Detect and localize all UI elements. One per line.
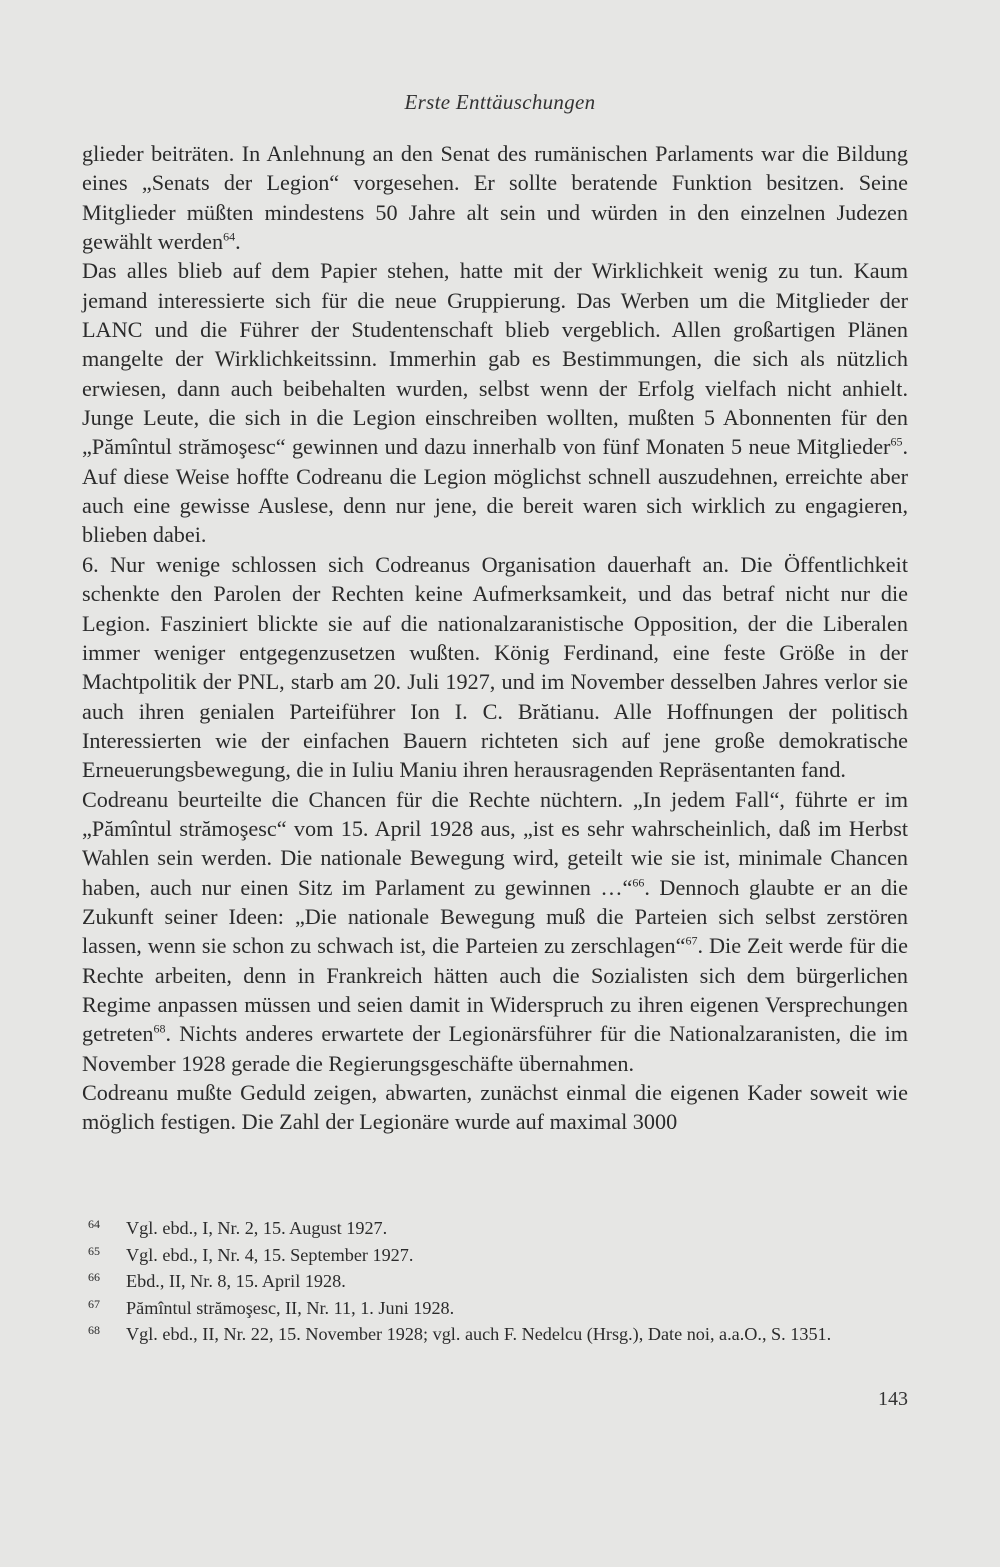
footnote-number: 65 <box>88 1243 100 1258</box>
running-head: Erste Enttäuschungen <box>404 90 596 114</box>
paragraph-text: . Dennoch glaubte er an die Zukunft seiner Ideen: „Die nationale Bewegung muß die Parteien sich selbst zerstören lassen, wenn sie schon zu schwach ist, die Parteien zu zerschlagen“ <box>82 874 908 959</box>
footnote-number: 66 <box>88 1270 100 1285</box>
footnote-number: 64 <box>88 1217 100 1231</box>
paragraph <box>82 256 908 549</box>
paragraph-text: glieder beiträten. In Anlehnung an den Senat des rumänischen Parlaments war die Bildung eines „Senats der Legion“ vorgesehen. Er sollte beratende Funktion besitzen. Seine Mitglieder müßten mindestens 50 Jahre alt sein und würden in den einzelnen Judezen gewählt werden <box>82 141 908 255</box>
footnote-text: Vgl. ebd., I, Nr. 2, 15. August 1927. <box>126 1218 388 1238</box>
footnote <box>82 1216 908 1243</box>
paragraph-text: . Die Zeit werde für die Rechte arbeiten, denn in Frankreich hätten auch die Sozialisten sich dem bürgerlichen Regime anpassen müssen und seien damit in Widerspruch zu ihren eigenen Versprechungen getreten <box>82 933 908 1047</box>
footnote <box>82 1243 908 1270</box>
footnote-text: Vgl. ebd., II, Nr. 22, 15. November 1928; vgl. auch F. Nedelcu (Hrsg.), Date noi, a.a.O., S. 1351. <box>126 1324 832 1345</box>
paragraph-text: . Auf diese Weise hoffte Codreanu die Legion möglichst schnell auszudehnen, erreichte aber auch eine gewisse Auslese, denn nur jene, die bereit waren sich wirklich zu engagieren, blieben dabei. <box>82 434 908 548</box>
footnotes <box>82 1216 908 1349</box>
footnote <box>82 1296 908 1323</box>
paragraph <box>82 785 908 1078</box>
footnote <box>82 1269 908 1296</box>
footnote-number: 67 <box>88 1296 100 1311</box>
paragraph-text: . Nichts anderes erwartete der Legionärsführer für die Nationalzaranisten, die im November 1928 gerade die Regierungsgeschäfte übernahmen. <box>82 1021 908 1076</box>
paragraph-text: Codreanu mußte Geduld zeigen, abwarten, zunächst einmal die eigenen Kader soweit wie möglich festigen. Die Zahl der Legionäre wurde auf maximal 3000 <box>82 1080 908 1135</box>
body-text <box>82 139 908 1137</box>
footnote-number: 68 <box>88 1323 100 1338</box>
footnote-text: Ebd., II, Nr. 8, 15. April 1928. <box>126 1271 346 1292</box>
footnote <box>82 1322 908 1349</box>
paragraph-text: . <box>235 229 241 255</box>
page-number: 143 <box>878 1388 908 1410</box>
footnote-ref[interactable]: 66 <box>632 875 645 890</box>
paragraph <box>82 1078 908 1137</box>
footnote-text: Vgl. ebd., I, Nr. 4, 15. September 1927. <box>126 1244 414 1265</box>
footnote-ref[interactable]: 65 <box>890 435 903 450</box>
paragraph <box>82 550 908 785</box>
footnote-text: Pămîntul strămoşesc, II, Nr. 11, 1. Juni 1928. <box>126 1297 455 1318</box>
paragraph-text: Codreanu beurteilte die Chancen für die Rechte nüchtern. „In jedem Fall“, führte er im „Pămîntul strămoşesc“ vom 15. April 1928 aus, „ist es sehr wahrscheinlich, daß im Herbst Wahlen sein werden. Die nationale Bewegung wird, geteilt wie sie ist, minimale Chancen haben, auch nur einen Sitz im Parlament zu gewinnen …“ <box>82 786 908 900</box>
footnote-ref[interactable]: 68 <box>153 1021 166 1036</box>
paragraph-text: 6. Nur wenige schlossen sich Codreanus Organisation dauerhaft an. Die Öffentlichkeit schenkte den Parolen der Rechten keine Aufmerksamkeit, und das betraf nicht nur die Legion. Fasziniert blickte sie auf die nationalzaranistische Opposition, der die Liberalen immer weniger entgegenzusetzen wußten. König Ferdinand, eine feste Größe in der Machtpolitik der PNL, starb am 20. Juli 1927, und im November desselben Jahres verlor sie auch ihren genialen Parteiführer Ion I. C. Brătianu. Alle Hoffnungen der politisch Interessierten wie der einfachen Bauern richteten sich auf jene große demokratische Erneuerungsbewegung, die in Iuliu Maniu ihren herausragenden Repräsentanten fand. <box>82 551 908 783</box>
paragraph-text: Das alles blieb auf dem Papier stehen, hatte mit der Wirklichkeit wenig zu tun. Kaum jemand interessierte sich für die neue Gruppierung. Das Werben um die Mitglieder der LANC und die Führer der Studentenschaft blieb vergeblich. Allen großartigen Plänen mangelte der Wirklichkeitssinn. Immerhin gab es Bestimmungen, die sich als nützlich erwiesen, dann auch beibehalten wurden, selbst wenn der Erfolg vielfach nicht anhielt. Junge Leute, die sich in die Legion einschreiben wollten, mußten 5 Abonnenten für den „Pămîntul strămoşesc“ gewinnen und dazu innerhalb von fünf Monaten 5 neue Mitglieder <box>82 258 908 460</box>
footnote-ref[interactable]: 64 <box>223 229 236 244</box>
footnote-ref[interactable]: 67 <box>685 933 698 948</box>
paragraph <box>82 139 908 256</box>
